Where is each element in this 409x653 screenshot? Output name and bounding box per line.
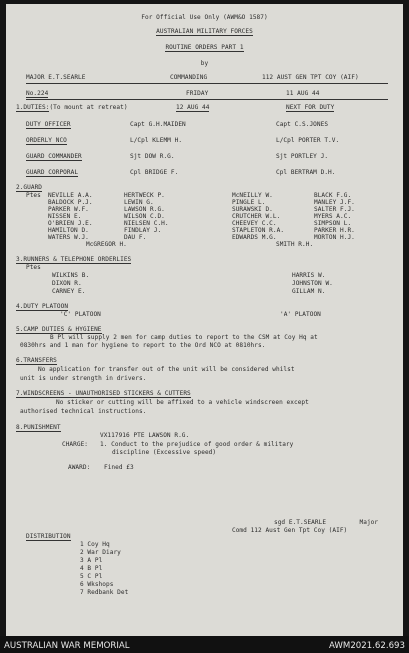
distribution-item: 6 Wkshops <box>80 581 114 588</box>
document-page <box>6 4 403 636</box>
duties-next-col <box>286 104 334 111</box>
charge-line: discipline (Excessive speed) <box>112 449 217 456</box>
windscreens-heading <box>16 390 191 397</box>
distribution-item: 7 Redbank Det <box>80 589 129 596</box>
guard-name: PINGLE L. <box>232 199 266 206</box>
signature-unit: Comd 112 Aust Gen Tpt Coy (AIF) <box>232 527 348 534</box>
guard-name: PARKER H.R. <box>314 227 355 234</box>
guard-name: NIELSEN C.H. <box>124 220 169 227</box>
windscreens-heading-text: 7.WINDSCREENS - UNAUTHORISED STICKERS & CUTTERS <box>16 390 191 397</box>
duty-assigned: Cpl BRIDGE F. <box>130 169 179 176</box>
guard-name: SALTER F.J. <box>314 206 355 213</box>
duties-date-text: 12 AUG 44 <box>176 104 210 111</box>
runner-name: HARRIS W. <box>292 272 326 279</box>
distribution-item: 1 Coy Hq <box>80 541 110 548</box>
distribution-heading <box>26 533 71 540</box>
guard-name: LAWSON R.G. <box>124 206 165 213</box>
duty-role-text: DUTY OFFICER <box>26 121 71 128</box>
duties-heading-text: 1.DUTIES: <box>16 104 50 111</box>
runner-name: WILKINS B. <box>52 272 90 279</box>
guard-name: MYERS A.C. <box>314 213 352 220</box>
guard-heading-text: 2.GUARD <box>16 184 43 191</box>
duty-next: Capt C.S.JONES <box>276 121 329 128</box>
guard-name: McGREGOR H. <box>86 241 127 248</box>
duty-role-text: GUARD COMMANDER <box>26 153 82 160</box>
guard-name: MANLEY J.F. <box>314 199 355 206</box>
guard-name: WATERS W.J. <box>48 234 89 241</box>
footer-accession: AWM2021.62.693 <box>329 641 405 651</box>
platoon-heading <box>16 303 68 310</box>
order-date: 11 AUG 44 <box>286 90 320 97</box>
windscreens-line: authorised technical instructions. <box>20 408 147 415</box>
guard-name: SURAWSKI D. <box>232 206 273 213</box>
guard-name: BALDOCK P.J. <box>48 199 93 206</box>
guard-name: MORTON H.J. <box>314 234 355 241</box>
guard-name: SIMPSON L. <box>314 220 352 227</box>
camp-heading <box>16 326 102 333</box>
duties-date-col <box>176 104 209 111</box>
order-number-text: No.224 <box>26 90 49 97</box>
duty-assigned: Sjt DOW R.G. <box>130 153 175 160</box>
orders-title-text: ROUTINE ORDERS PART 1 <box>165 44 244 51</box>
platoon-heading-text: 4.DUTY PLATOON <box>16 303 69 310</box>
signature-line: sgd E.T.SEARLE Major <box>274 519 379 526</box>
guard-name: O'BRIEN J.E. <box>48 220 93 227</box>
distribution-item: 4 B Pl <box>80 565 103 572</box>
forces-text: AUSTRALIAN MILITARY FORCES <box>156 28 253 35</box>
windscreens-line: No sticker or cutting will be affixed to a vehicle windscreen except <box>56 399 309 406</box>
runners-heading <box>16 256 131 263</box>
charge-label: CHARGE: <box>62 441 89 448</box>
guard-name: NEVILLE A.A. <box>48 192 93 199</box>
guard-name: BLACK F.G. <box>314 192 352 199</box>
transfers-heading <box>16 357 57 364</box>
guard-name: NISSEN E. <box>48 213 82 220</box>
guard-name: CRUTCHER W.L. <box>232 213 281 220</box>
runner-name: CARNEY E. <box>52 288 86 295</box>
duty-role <box>26 169 78 176</box>
guard-name: PARKER W.F. <box>48 206 89 213</box>
guard-heading <box>16 184 42 191</box>
runners-prefix: Ptes <box>26 264 41 271</box>
distribution-heading-text: DISTRIBUTION <box>26 533 71 540</box>
transfers-heading-text: 6.TRANSFERS <box>16 357 57 364</box>
guard-prefix: Ptes <box>26 192 41 199</box>
officer-name: MAJOR E.T.SEARLE <box>26 74 86 81</box>
duty-next: L/Cpl PORTER T.V. <box>276 137 340 144</box>
platoon-right: 'A' PLATOON <box>280 311 321 318</box>
runner-name: JOHNSTON W. <box>292 280 333 287</box>
duties-next-text: NEXT FOR DUTY <box>286 104 335 111</box>
guard-name: WILSON C.D. <box>124 213 165 220</box>
guard-name: CHEEVEY C.C. <box>232 220 277 227</box>
footer-institution: AUSTRALIAN WAR MEMORIAL <box>4 641 130 651</box>
transfers-line: unit is under strength in drivers. <box>20 375 147 382</box>
camp-line: 0830hrs and 1 man for hygiene to report to the Ord NCO at 0810hrs. <box>20 342 266 349</box>
order-number <box>26 90 48 97</box>
duty-next: Sjt PORTLEY J. <box>276 153 329 160</box>
camp-line: B Pl will supply 2 men for camp duties to report to the CSM at Coy Hq at <box>50 334 318 341</box>
by-line: by <box>200 60 209 67</box>
runners-heading-text: 3.RUNNERS & TELEPHONE ORDERLIES <box>16 256 132 263</box>
duty-assigned: Capt G.H.MAIDEN <box>130 121 186 128</box>
guard-name: STAPLETON R.A. <box>232 227 285 234</box>
header-rule-2 <box>26 99 388 100</box>
distribution-item: 5 C Pl <box>80 573 103 580</box>
duties-note: (To mount at retreat) <box>49 104 128 111</box>
guard-name: SMITH R.H. <box>276 241 314 248</box>
guard-name: EDWARDS M.G. <box>232 234 277 241</box>
duty-next: Cpl BERTRAM D.H. <box>276 169 336 176</box>
punishment-heading <box>16 424 61 431</box>
duty-role-text: GUARD CORPORAL <box>26 169 79 176</box>
duty-role <box>26 153 82 160</box>
award-value: Fined £3 <box>104 464 134 471</box>
forces-line <box>6 28 403 35</box>
order-day: FRIDAY <box>186 90 209 97</box>
guard-name: DAU F. <box>124 234 147 241</box>
guard-name: HAMILTON D. <box>48 227 89 234</box>
transfers-line: No application for transfer out of the unit will be considered whilst <box>38 366 295 373</box>
duties-heading <box>16 104 128 111</box>
punishment-soldier: VX117916 PTE LAWSON R.G. <box>100 432 190 439</box>
guard-name: HERTWECK P. <box>124 192 165 199</box>
guard-name: LEWIN G. <box>124 199 154 206</box>
orders-title <box>6 44 403 51</box>
guard-name: FINDLAY J. <box>124 227 162 234</box>
distribution-item: 3 A Pl <box>80 557 103 564</box>
duty-role-text: ORDERLY NCO <box>26 137 67 144</box>
restriction-line: For Official Use Only (AWM&O 1587) <box>141 14 268 21</box>
duty-role <box>26 121 71 128</box>
duty-assigned: L/Cpl KLEMM H. <box>130 137 183 144</box>
runner-name: GILLAM N. <box>292 288 326 295</box>
platoon-left: 'C' PLATOON <box>60 311 101 318</box>
duty-role <box>26 137 67 144</box>
header-rule <box>26 83 388 84</box>
camp-heading-text: 5.CAMP DUTIES & HYGIENE <box>16 326 102 333</box>
guard-name: McNEILLY W. <box>232 192 273 199</box>
charge-line: 1. Conduct to the prejudice of good order & military <box>100 441 294 448</box>
runner-name: DIXON R. <box>52 280 82 287</box>
unit-name: 112 AUST GEN TPT COY (AIF) <box>262 74 359 81</box>
award-label: AWARD: <box>68 464 91 471</box>
punishment-heading-text: 8.PUNISHMENT <box>16 424 61 431</box>
distribution-item: 2 War Diary <box>80 549 121 556</box>
commanding-label: COMMANDING <box>170 74 208 81</box>
